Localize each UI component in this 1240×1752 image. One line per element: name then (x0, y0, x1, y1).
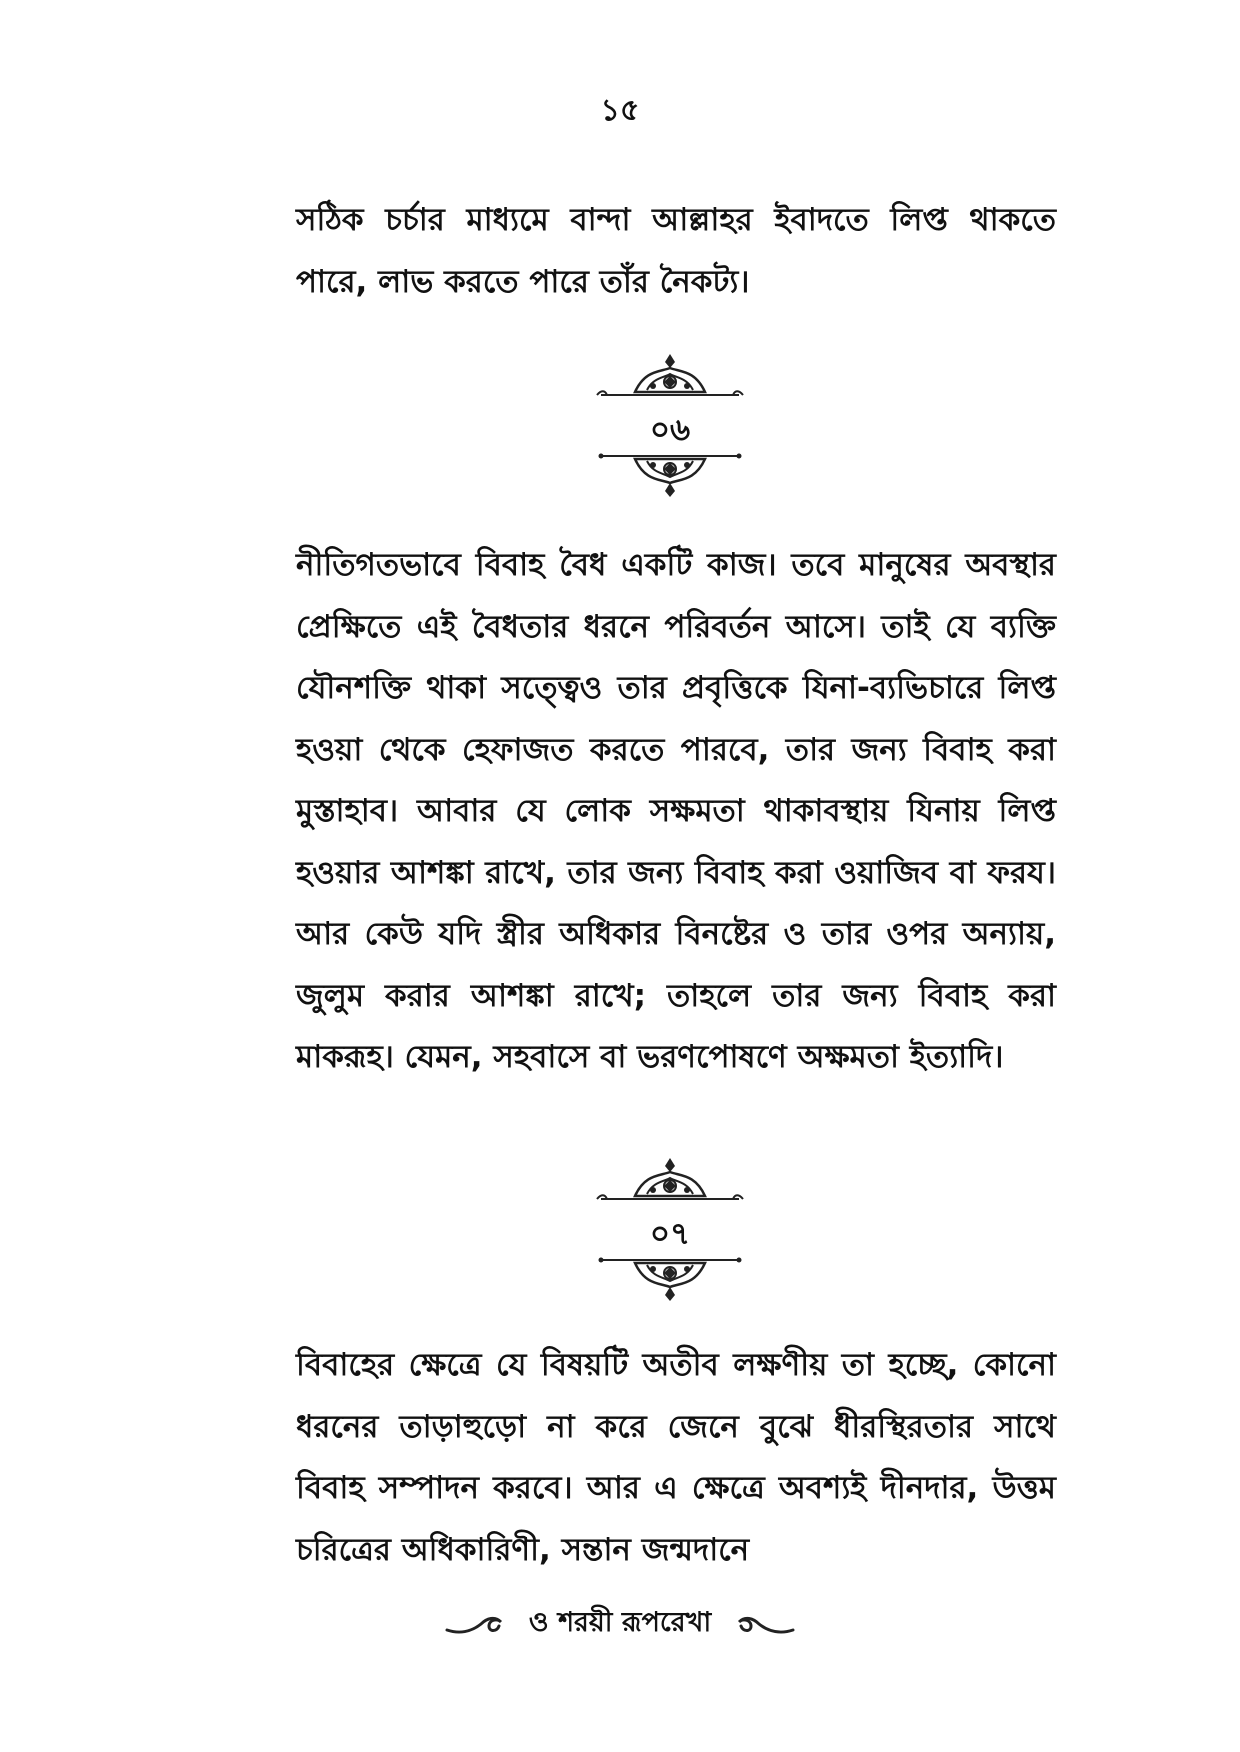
paragraph-2: নীতিগতভাবে বিবাহ বৈধ একটি কাজ। তবে মানুষের অবস্থার প্রেক্ষিতে এই বৈধতার ধরনে পরিবর্তন আসে। তাই যে ব্যক্তি যৌনশক্তি থাকা সত্ত্বেও তার প্রবৃত্তিকে যিনা-ব্যভিচারে লিপ্ত হওয়া থেকে হেফাজত করতে পারবে, তার জন্য বিবাহ করা মুস্তাহাব। আবার যে লোক সক্ষমতা থাকাবস্থায় যিনায় লিপ্ত হওয়ার আশঙ্কা রাখে, তার জন্য বিবাহ করা ওয়াজিব বা ফরয। আর কেউ যদি স্ত্রীর অধিকার বিনষ্টের ও তার ওপর অন্যায়, জুলুম করার আশঙ্কা রাখে; তাহলে তার জন্য বিবাহ করা মাকরূহ। যেমন, সহবাসে বা ভরণপোষণে অক্ষমতা ইত্যাদি। (296, 547, 1056, 1075)
section-ornament-07 (595, 1154, 745, 1314)
running-footer (0, 1602, 1240, 1643)
section-ornament-06 (595, 350, 745, 510)
paragraph-3: বিবাহের ক্ষেত্রে যে বিষয়টি অতীব লক্ষণীয় তা হচ্ছে, কোনো ধরনের তাড়াহুড়ো না করে জেনে বুঝে ধীরস্থিরতার সাথে বিবাহ সম্পাদন করবে। আর এ ক্ষেত্রে অবশ্যই দীনদার, উত্তম চরিত্রের অধিকারিণী, সন্তান জন্মদানে (296, 1347, 1056, 1568)
paragraph-1: সঠিক চর্চার মাধ্যমে বান্দা আল্লাহর ইবাদতে লিপ্ত থাকতে পারে, লাভ করতে পারে তাঁর নৈকট্য। (296, 202, 1056, 300)
page-number: ১৫ (600, 93, 640, 128)
section-number: ০৭ (649, 1216, 691, 1252)
footer-title: ও শরয়ী রূপরেখা (528, 1606, 712, 1638)
section-number: ০৬ (649, 412, 691, 448)
left-flourish-icon (445, 1608, 505, 1638)
right-flourish-icon (735, 1608, 795, 1638)
